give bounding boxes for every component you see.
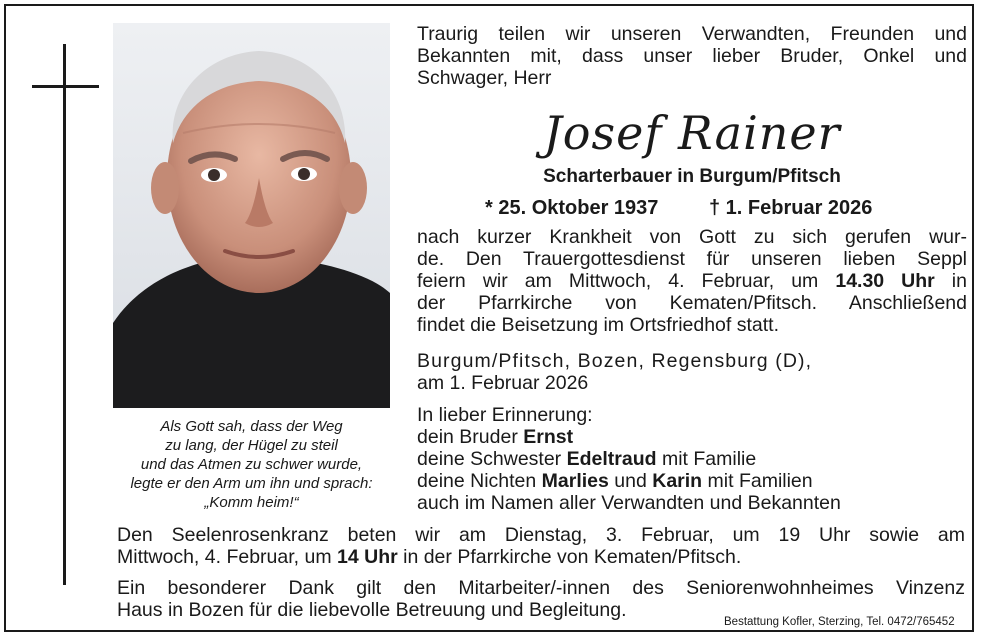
quote-line: und das Atmen zu schwer wurde, xyxy=(140,456,363,473)
mourners-heading: In lieber Erinnerung: xyxy=(417,404,593,426)
deceased-name: Josef Rainer xyxy=(543,106,841,160)
portrait-photo xyxy=(113,23,390,408)
deceased-subtitle: Scharterbauer in Burgum/Pfitsch xyxy=(543,166,841,187)
body-line: de. Den Trauergottesdienst für unseren lieben Seppl xyxy=(417,248,967,270)
intro-line: Traurig teilen wir unseren Verwandten, Freunden und xyxy=(417,23,967,45)
thanks-line: Haus in Bozen für die liebevolle Betreuung und Begleitung. xyxy=(117,599,627,621)
mourner-line: dein Bruder Ernst xyxy=(417,426,574,448)
rosary-text xyxy=(117,524,965,568)
place-date xyxy=(417,350,967,394)
intro-text xyxy=(417,23,967,89)
mourners-list xyxy=(417,404,967,514)
poem-quote xyxy=(113,417,390,512)
birth-date: * 25. Oktober 1937 xyxy=(485,197,659,219)
body-line: findet die Beisetzung im Ortsfriedhof statt. xyxy=(417,314,780,336)
thanks-line: Ein besonderer Dank gilt den Mitarbeiter/-innen des Seniorenwohnheimes Vinzenz xyxy=(117,577,965,599)
body-line: nach kurzer Krankheit von Gott zu sich gerufen wur- xyxy=(417,226,967,248)
date-line: am 1. Februar 2026 xyxy=(417,372,589,394)
rosary-line: Den Seelenrosenkranz beten wir am Dienstag, 3. Februar, um 19 Uhr sowie am xyxy=(117,524,965,546)
quote-line: legte er den Arm um ihn und sprach: xyxy=(130,475,373,492)
funeral-home-footer: Bestattung Kofler, Sterzing, Tel. 0472/765452 xyxy=(724,616,955,628)
intro-line: Bekannten mit, dass unser lieber Bruder, Onkel und xyxy=(417,45,967,67)
mourner-line: deine Nichten Marlies und Karin mit Familien xyxy=(417,470,813,492)
body-text xyxy=(417,226,967,336)
body-line: feiern wir am Mittwoch, 4. Februar, um 14.30 Uhr in xyxy=(417,270,967,292)
places-line: Burgum/Pfitsch, Bozen, Regensburg (D), xyxy=(417,350,813,372)
service-time: 14.30 Uhr xyxy=(835,270,935,292)
quote-line: zu lang, der Hügel zu steil xyxy=(165,437,338,454)
intro-line: Schwager, Herr xyxy=(417,67,552,89)
mourner-line: auch im Namen aller Verwandten und Bekannten xyxy=(417,492,841,514)
cross-icon xyxy=(63,44,66,585)
quote-line: Als Gott sah, dass der Weg xyxy=(160,418,343,435)
death-date: † 1. Februar 2026 xyxy=(709,197,873,219)
rosary-line: Mittwoch, 4. Februar, um 14 Uhr in der Pfarrkirche von Kematen/Pfitsch. xyxy=(117,546,742,568)
obituary-card xyxy=(4,4,974,632)
cross-icon-bar xyxy=(32,85,99,88)
thanks-text xyxy=(117,577,965,621)
quote-line: „Komm heim!“ xyxy=(204,494,299,511)
body-line: der Pfarrkirche von Kematen/Pfitsch. Anschließend xyxy=(417,292,967,314)
mourner-line: deine Schwester Edeltraud mit Familie xyxy=(417,448,757,470)
